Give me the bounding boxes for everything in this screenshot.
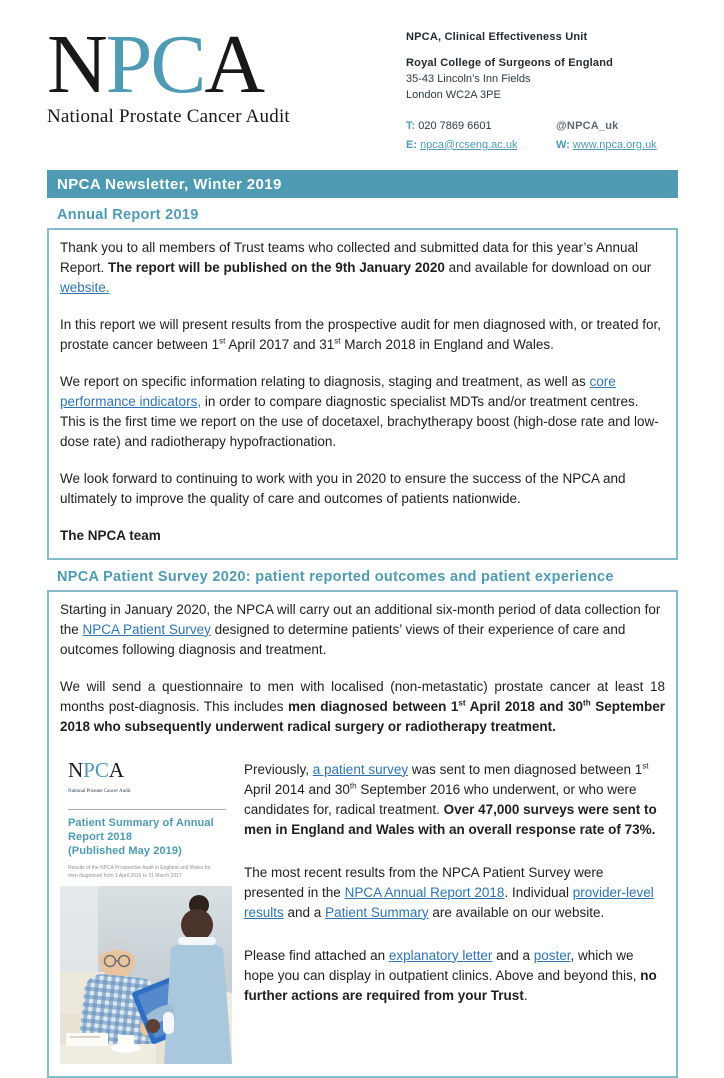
paragraph: [244, 863, 665, 923]
text-run: no further actions are required from your Trust: [244, 967, 657, 1003]
npca-logo-subtitle: National Prostate Cancer Audit: [47, 106, 290, 128]
cover-title-line-2: (Published May 2019): [68, 845, 182, 858]
text-run: designed to determine patients’ views of their experience of care and outcomes following diagnosis and treatment.: [60, 621, 626, 657]
text-run: and a: [283, 904, 326, 920]
text-run: in order to compare diagnostic specialist MDTs and/or treatment centres. This is the first time we report on the use of docetaxel, brachytherapy boost (high-dose rate and low-dose rate) and radiotherapy hypofractionation.: [60, 393, 659, 449]
paragraph: [60, 469, 665, 509]
logo-letter: N: [47, 18, 106, 111]
text-run: and available for download on our: [444, 259, 652, 275]
npca-logo-word: [47, 18, 290, 111]
text-run: Over 47,000 surveys were sent to men in England and Wales with an overall response rate of 73%.: [244, 801, 657, 837]
text-run: The NPCA team: [60, 527, 161, 543]
window-light: [60, 886, 98, 978]
text-run: We look forward to continuing to work with you in 2020 to ensure the success of the NPCA and ultimately to improve the quality of care and outcomes of patients nationwide.: [60, 470, 626, 506]
cover-header: [60, 754, 232, 880]
inline-link[interactable]: poster: [533, 947, 571, 963]
cover-divider: [68, 809, 226, 810]
text-run: April 2014 and 30: [244, 781, 350, 797]
paragraph: [60, 315, 665, 355]
inline-link[interactable]: NPCA Patient Survey: [82, 621, 211, 637]
text-run: , which we hope you can display in outpatient clinics. Above and beyond this,: [244, 947, 641, 983]
text-run: are available on our website.: [428, 904, 605, 920]
inline-link[interactable]: provider-level results: [244, 884, 654, 920]
website-link[interactable]: www.npca.org.uk: [572, 138, 657, 151]
text-run: Thank you to all members of Trust teams who collected and submitted data for this year’s Annual Report.: [60, 239, 639, 275]
paragraph: [60, 372, 665, 452]
cover-title-line-1: Patient Summary of Annual Report 2018: [68, 816, 214, 843]
cover-npca-logo: [68, 757, 226, 782]
text-run: st: [458, 698, 466, 708]
cover-photo: [60, 886, 232, 1064]
logo-letter: C: [150, 18, 205, 111]
text-run: th: [583, 698, 591, 708]
inline-link[interactable]: Patient Summary: [325, 904, 429, 920]
email-row: [406, 138, 556, 154]
section-heading-annual-report: Annual Report 2019: [57, 206, 199, 223]
phone-number: 020 7869 6601: [418, 119, 492, 132]
contact-address-line-2: London WC2A 3PE: [406, 88, 501, 101]
survey-columns: [60, 754, 665, 1074]
text-run: September 2018 who subsequently underwent radical surgery or radiotherapy treatment.: [60, 698, 665, 734]
contact-links: [406, 119, 678, 154]
cover-logo-letter: A: [108, 757, 125, 782]
text-run: st: [642, 761, 649, 771]
inline-link[interactable]: explanatory letter: [388, 947, 493, 963]
section-heading-patient-survey: NPCA Patient Survey 2020: patient reported outcomes and patient experience: [57, 568, 614, 585]
page-header: [47, 18, 678, 154]
text-run: In this report we will present results from the prospective audit for men diagnosed with, or treated for, prostate cancer between 1: [60, 316, 662, 352]
text-run: September 2016 who underwent, or who were candidates for, radical treatment.: [244, 781, 637, 817]
text-run: The report will be published on the 9th January 2020: [108, 259, 445, 275]
email-link[interactable]: npca@rcseng.ac.uk: [420, 138, 518, 151]
paragraph: [60, 677, 665, 737]
text-run: st: [219, 336, 226, 346]
npca-logo: [47, 18, 290, 128]
phone-label: T:: [406, 119, 416, 132]
signoff-npca-team: [60, 526, 665, 546]
twitter-handle: @NPCA_uk: [556, 119, 619, 132]
text-run: April 2017 and 31: [225, 336, 335, 352]
text-run: April 2018 and 30: [465, 698, 584, 714]
text-run: We report on specific information relating to diagnosis, staging and treatment, as well as: [60, 373, 590, 389]
report-cover-thumbnail: [60, 754, 232, 1064]
paragraph: [244, 946, 665, 1006]
inline-link[interactable]: website.: [60, 279, 110, 295]
patient-survey-box: [47, 590, 678, 1078]
phone-row: [406, 119, 556, 135]
logo-letter: A: [204, 18, 264, 111]
paragraph: [244, 760, 665, 840]
inline-link[interactable]: core performance indicators,: [60, 373, 616, 409]
inline-link[interactable]: NPCA Annual Report 2018: [344, 884, 505, 900]
cover-logo-letter: P: [83, 757, 95, 782]
text-run: was sent to men diagnosed between 1: [408, 761, 643, 777]
logo-letter: P: [105, 18, 151, 111]
newsletter-title-banner: NPCA Newsletter, Winter 2019: [47, 170, 678, 198]
paragraph: [60, 238, 665, 298]
text-run: men diagnosed between 1: [288, 698, 459, 714]
text-run: Please find attached an: [244, 947, 389, 963]
text-run: . Individual: [504, 884, 573, 900]
contact-unit: NPCA, Clinical Effectiveness Unit: [406, 31, 588, 43]
text-run: st: [334, 336, 341, 346]
text-run: The most recent results from the NPCA Patient Survey were presented in the: [244, 864, 604, 900]
cover-logo-subtitle: National Prostate Cancer Audit: [68, 788, 131, 794]
text-run: .: [523, 987, 528, 1003]
cover-logo-letter: C: [94, 757, 109, 782]
email-label: E:: [406, 138, 417, 151]
cover-caption: Results of the NPCA Prospective Audit in England and Wales for men diagnosed from 1 April 2016 to 31 March 2017: [68, 864, 211, 879]
text-run: and a: [492, 947, 534, 963]
cover-logo-letter: N: [68, 757, 84, 782]
web-row: [556, 138, 678, 154]
contact-organisation: Royal College of Surgeons of England: [406, 56, 614, 69]
inline-link[interactable]: a patient survey: [312, 761, 409, 777]
text-run: We will send a questionnaire to men with localised (non-metastatic) prostate cancer at least 18 months post-diagnosis. This includes: [60, 678, 665, 714]
contact-block: [406, 30, 678, 154]
text-run: Previously,: [244, 761, 313, 777]
cover-title: [68, 816, 226, 859]
contact-address-line-1: 35-43 Lincoln’s Inn Fields: [406, 72, 531, 85]
text-run: th: [349, 781, 357, 791]
survey-right-column: [244, 760, 665, 1064]
annual-report-box: [47, 228, 678, 560]
paragraph: [60, 600, 665, 660]
web-label: W:: [556, 138, 570, 151]
text-run: March 2018 in England and Wales.: [340, 336, 554, 352]
text-run: Starting in January 2020, the NPCA will carry out an additional six-month period of data collection for the: [60, 601, 661, 637]
